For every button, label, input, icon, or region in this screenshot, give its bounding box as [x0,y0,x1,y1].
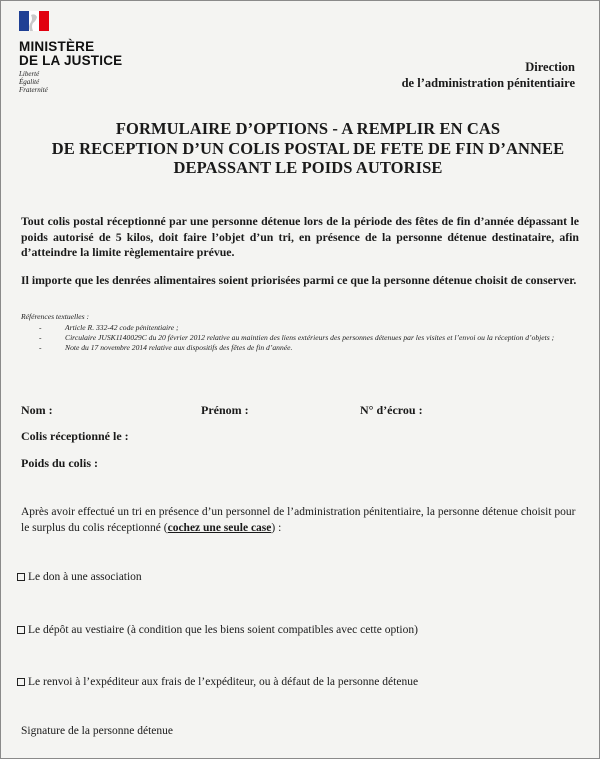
checkbox[interactable] [17,626,25,634]
option-label: Le renvoi à l’expéditeur aux frais de l’expéditeur, ou à défaut de la personne détenue [28,676,419,688]
field-nom[interactable]: Nom : [21,403,53,417]
choice-intro-end: ) : [271,522,282,534]
field-ecrou[interactable]: N° d’écrou : [360,403,423,417]
references-list [21,323,579,353]
checkbox[interactable] [17,678,25,686]
motto-fraternite: Fraternité [19,86,48,94]
checkbox[interactable] [17,573,25,581]
ministry-logo [19,11,149,94]
ministry-line-2: DE LA JUSTICE [19,53,123,68]
choice-instruction-emphasis: cochez une seule case [167,522,272,534]
republic-motto [19,70,149,94]
reference-item: - Circulaire JUSK1140029C du 20 février 2012 relative au maintien des liens extérieurs des personnes détenues par les visites et l’envoi ou la réception d’objets ; [21,333,579,343]
ministry-line-1: MINISTÈRE [19,39,95,54]
choice-instructions [21,504,581,536]
direction-line-1: Direction [525,60,575,74]
field-date-reception[interactable]: Colis réceptionné le : [21,429,129,443]
choice-intro-text: Après avoir effectué un tri en présence d’un personnel de l’administration pénitentiaire, la personne détenue choisit pour le surplus du colis réceptionné ( [21,506,576,534]
option-label: Le don à une association [28,571,142,583]
ministry-name [19,40,149,68]
references-heading: Références textuelles : [21,312,90,321]
direction-header [402,59,575,91]
motto-liberte: Liberté [19,70,40,78]
option-depot-vestiaire[interactable] [17,623,589,637]
reference-item: - Article R. 332-42 code pénitentiaire ; [21,323,579,333]
signature-field[interactable]: Signature de la personne détenue [21,725,173,737]
title-line-2: DE RECEPTION D’UN COLIS POSTAL DE FETE DE FIN D’ANNEE [51,138,565,158]
title-line-1: FORMULAIRE D’OPTIONS - A REMPLIR EN CAS [115,119,501,138]
option-don-association[interactable] [17,570,589,584]
motto-egalite: Égalité [19,78,40,86]
marianne-icon [19,11,49,31]
priority-paragraph: Il importe que les denrées alimentaires soient priorisées parmi ce que la personne détenue choisit de conserver. [21,273,577,287]
direction-line-2: de l’administration pénitentiaire [401,76,575,90]
title-line-3: DEPASSANT LE POIDS AUTORISE [173,158,443,177]
form-title [31,119,585,178]
intro-paragraph: Tout colis postal réceptionné par une personne détenue lors de la période des fêtes de fin d’année dépassant le poids autorisé de 5 kilos, doit faire l’objet d’un tri, en présence de la personne détenue destinataire, afin d’atteindre la limite règlementaire prévue. [21,214,579,259]
legal-references [21,312,579,353]
reference-item: - Note du 17 novembre 2014 relative aux dispositifs des fêtes de fin d’année. [21,343,579,353]
field-poids[interactable]: Poids du colis : [21,456,99,470]
option-label: Le dépôt au vestiaire (à condition que les biens soient compatibles avec cette option) [28,624,418,636]
field-prenom[interactable]: Prénom : [201,403,249,417]
option-renvoi-expediteur[interactable] [17,675,589,689]
